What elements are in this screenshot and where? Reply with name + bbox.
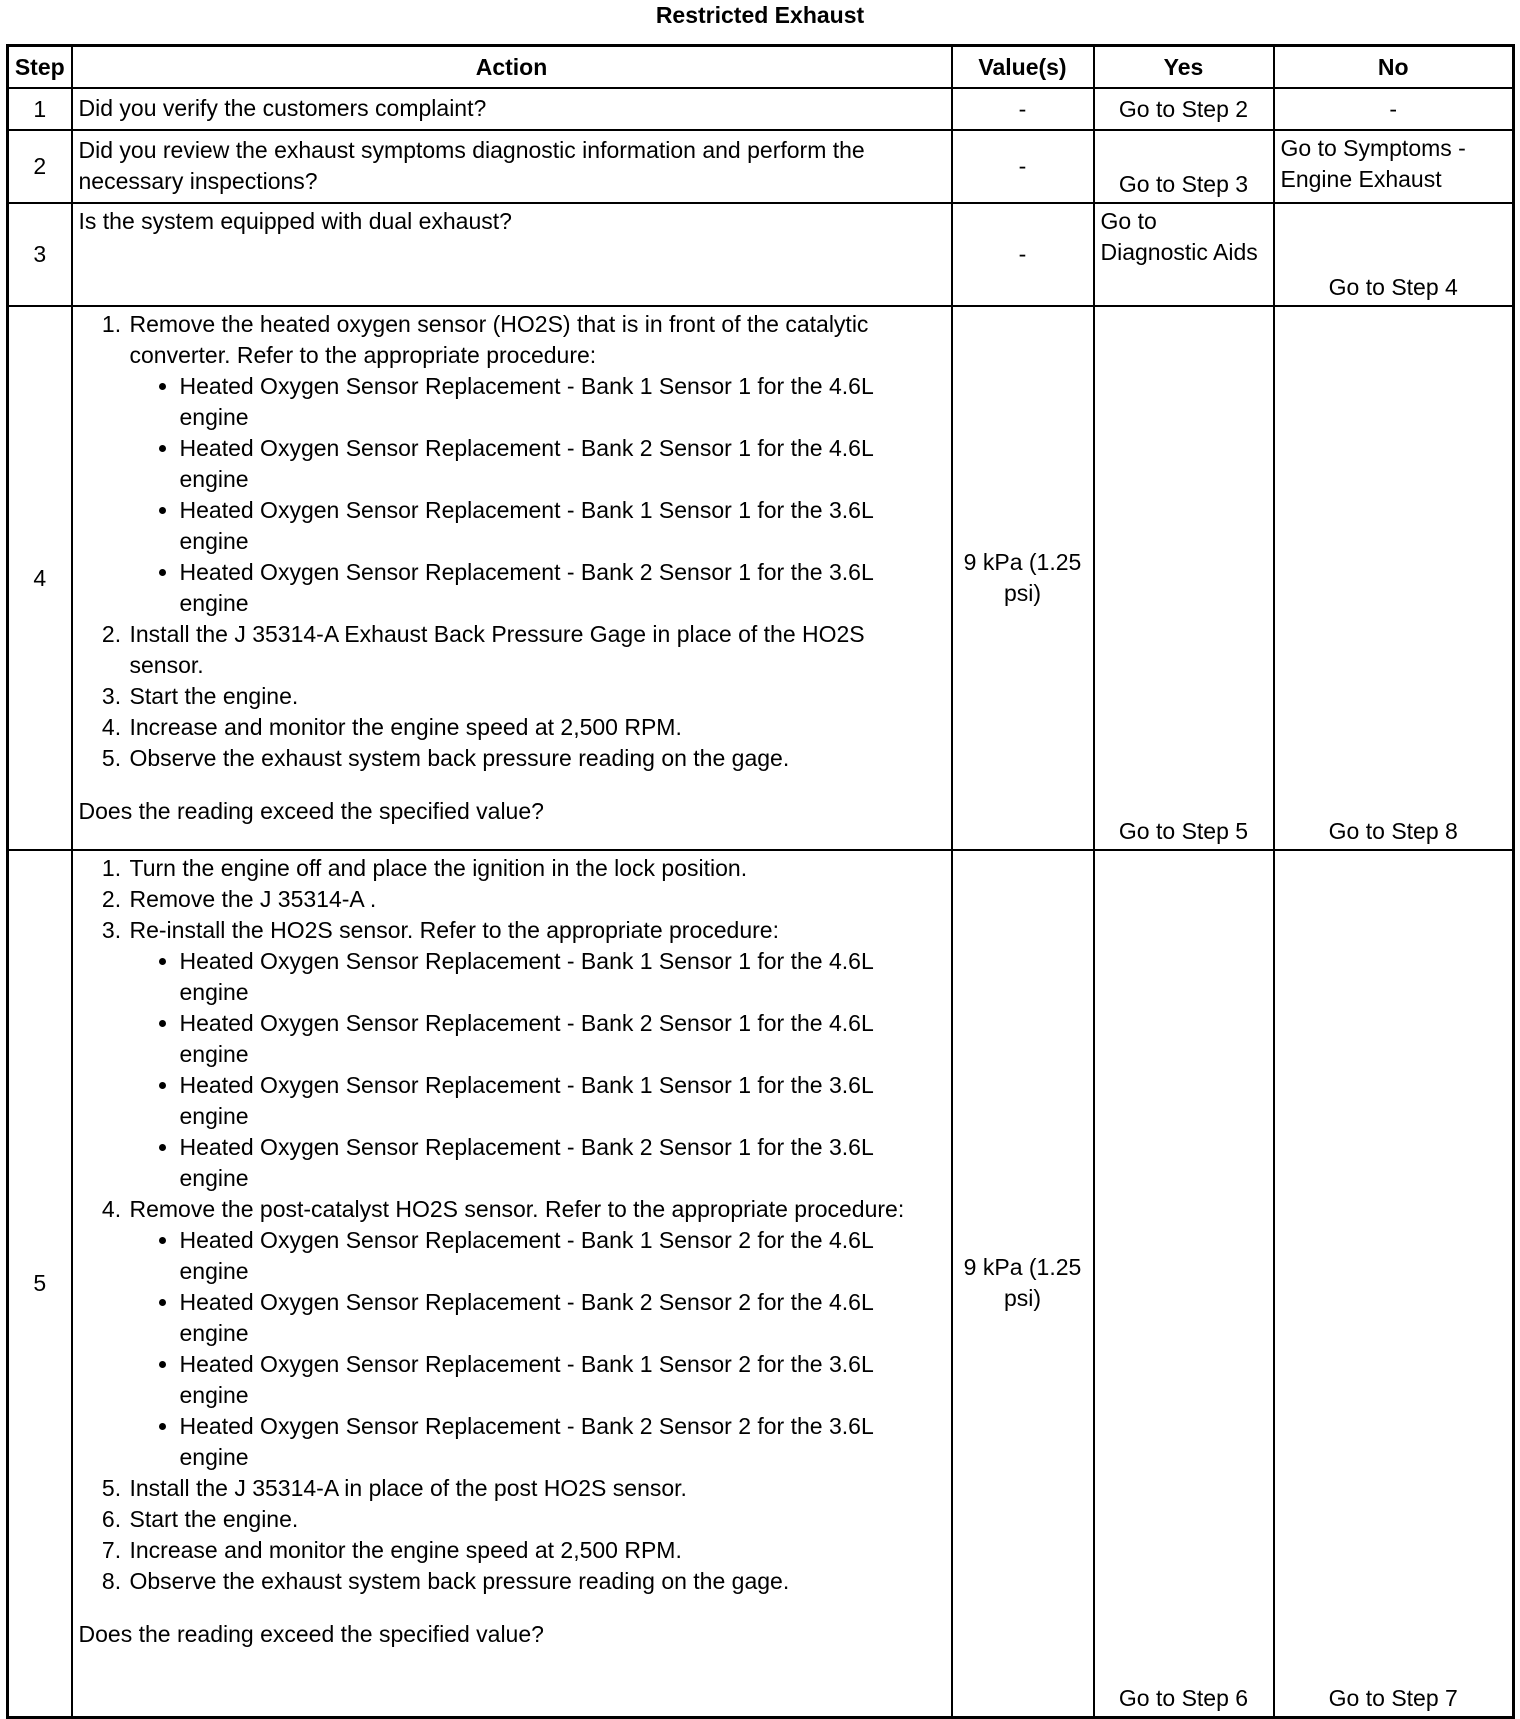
action-cell xyxy=(72,306,952,850)
table-row xyxy=(8,203,1514,306)
procedure-step-text: Remove the heated oxygen sensor (HO2S) that is in front of the catalytic converter. Refer to the appropriate procedure: xyxy=(129,311,869,368)
action-cell xyxy=(72,850,952,1717)
header-no: No xyxy=(1274,46,1514,89)
no-cell: Go to Step 8 xyxy=(1274,306,1514,850)
value-cell: - xyxy=(952,130,1094,203)
procedure-step: 5. Observe the exhaust system back pressure reading on the gage. xyxy=(128,743,943,774)
procedure-step: 1. Turn the engine off and place the ignition in the lock position. xyxy=(128,853,943,884)
procedure-step: 6. Start the engine. xyxy=(128,1504,943,1535)
procedure-link[interactable]: • Heated Oxygen Sensor Replacement - Bank 2 Sensor 2 for the 4.6L engine xyxy=(180,1287,943,1349)
procedure-step: 7. Increase and monitor the engine speed at 2,500 RPM. xyxy=(128,1535,943,1566)
yes-cell: Go to Step 6 xyxy=(1094,850,1274,1717)
no-cell: - xyxy=(1274,88,1514,130)
page-title: Restricted Exhaust xyxy=(655,2,865,28)
diagnostic-table xyxy=(6,44,1515,1719)
procedure-step: 5. Install the J 35314-A in place of the post HO2S sensor. xyxy=(128,1473,943,1504)
procedure-link[interactable]: • Heated Oxygen Sensor Replacement - Bank 1 Sensor 2 for the 3.6L engine xyxy=(180,1349,943,1411)
header-values: Value(s) xyxy=(952,46,1094,89)
table-row xyxy=(8,130,1514,203)
step-number: 4 xyxy=(8,306,72,850)
procedure-step: 2. Install the J 35314-A Exhaust Back Pressure Gage in place of the HO2S sensor. xyxy=(128,619,943,681)
procedure-list xyxy=(79,853,943,1597)
no-cell: Go to Step 7 xyxy=(1274,850,1514,1717)
table-row xyxy=(8,850,1514,1717)
value-cell: - xyxy=(952,203,1094,306)
procedure-link[interactable]: • Heated Oxygen Sensor Replacement - Bank 2 Sensor 1 for the 3.6L engine xyxy=(180,557,943,619)
action-text: Did you review the exhaust symptoms diagnostic information and perform the necessary inspections? xyxy=(72,130,952,203)
table-header-row xyxy=(8,46,1514,89)
procedure-step xyxy=(128,309,943,619)
question-text: Does the reading exceed the specified value? xyxy=(78,798,544,824)
step-number: 1 xyxy=(8,88,72,130)
procedure-link[interactable]: • Heated Oxygen Sensor Replacement - Bank 2 Sensor 1 for the 4.6L engine xyxy=(180,433,943,495)
table-row xyxy=(8,306,1514,850)
procedure-link[interactable]: • Heated Oxygen Sensor Replacement - Bank 1 Sensor 1 for the 4.6L engine xyxy=(180,946,943,1008)
table-row xyxy=(8,88,1514,130)
procedure-link[interactable]: • Heated Oxygen Sensor Replacement - Bank 1 Sensor 2 for the 4.6L engine xyxy=(180,1225,943,1287)
procedure-step: 4. Increase and monitor the engine speed at 2,500 RPM. xyxy=(128,712,943,743)
procedure-step: 8. Observe the exhaust system back pressure reading on the gage. xyxy=(128,1566,943,1597)
procedure-list xyxy=(79,309,943,774)
procedure-sublist xyxy=(130,1225,943,1473)
header-action: Action xyxy=(72,46,952,89)
yes-cell: Go to Step 2 xyxy=(1094,88,1274,130)
yes-cell: Go to Diagnostic Aids xyxy=(1094,203,1274,306)
procedure-link[interactable]: • Heated Oxygen Sensor Replacement - Bank 2 Sensor 2 for the 3.6L engine xyxy=(180,1411,943,1473)
procedure-link[interactable]: • Heated Oxygen Sensor Replacement - Bank 2 Sensor 1 for the 4.6L engine xyxy=(180,1008,943,1070)
procedure-step-text: Re-install the HO2S sensor. Refer to the appropriate procedure: xyxy=(129,917,779,943)
value-cell: 9 kPa (1.25 psi) xyxy=(952,850,1094,1717)
header-yes: Yes xyxy=(1094,46,1274,89)
action-text: Did you verify the customers complaint? xyxy=(72,88,952,130)
procedure-step: 2. Remove the J 35314-A . xyxy=(128,884,943,915)
step-number: 3 xyxy=(8,203,72,306)
yes-cell: Go to Step 5 xyxy=(1094,306,1274,850)
header-step: Step xyxy=(8,46,72,89)
procedure-link[interactable]: • Heated Oxygen Sensor Replacement - Bank 2 Sensor 1 for the 3.6L engine xyxy=(180,1132,943,1194)
value-cell: 9 kPa (1.25 psi) xyxy=(952,306,1094,850)
procedure-step xyxy=(128,915,943,1194)
no-cell: Go to Step 4 xyxy=(1274,203,1514,306)
step-number: 2 xyxy=(8,130,72,203)
procedure-link[interactable]: • Heated Oxygen Sensor Replacement - Bank 1 Sensor 1 for the 4.6L engine xyxy=(180,371,943,433)
procedure-sublist xyxy=(130,946,943,1194)
no-cell: Go to Symptoms - Engine Exhaust xyxy=(1274,130,1514,203)
value-cell: - xyxy=(952,88,1094,130)
step-number: 5 xyxy=(8,850,72,1717)
question-text: Does the reading exceed the specified value? xyxy=(78,1621,544,1647)
procedure-link[interactable]: • Heated Oxygen Sensor Replacement - Bank 1 Sensor 1 for the 3.6L engine xyxy=(180,495,943,557)
procedure-step xyxy=(128,1194,943,1473)
yes-cell: Go to Step 3 xyxy=(1094,130,1274,203)
procedure-step-text: Remove the post-catalyst HO2S sensor. Refer to the appropriate procedure: xyxy=(129,1196,905,1222)
procedure-step: 3. Start the engine. xyxy=(128,681,943,712)
action-text: Is the system equipped with dual exhaust? xyxy=(72,203,952,306)
procedure-link[interactable]: • Heated Oxygen Sensor Replacement - Bank 1 Sensor 1 for the 3.6L engine xyxy=(180,1070,943,1132)
procedure-sublist xyxy=(130,371,943,619)
